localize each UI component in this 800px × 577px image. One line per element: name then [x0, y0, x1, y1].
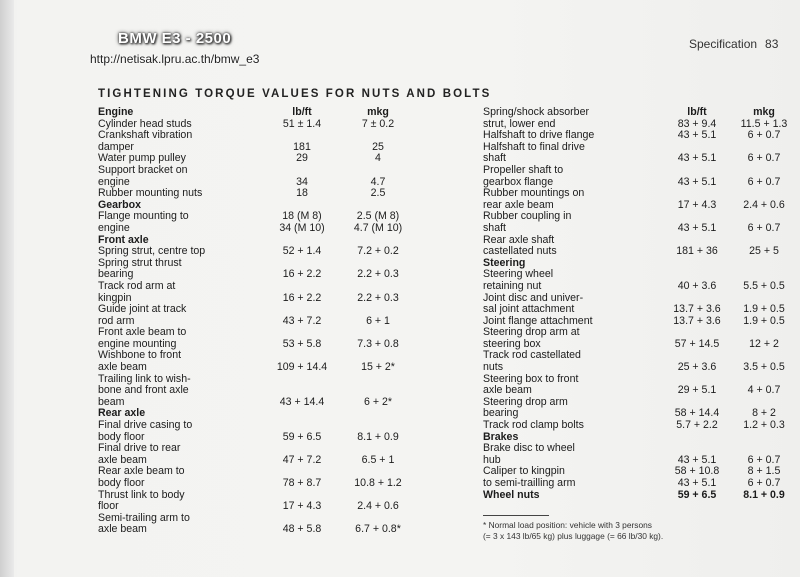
row-label: Final drive to rear	[98, 442, 181, 455]
row-label: Brake disc to wheel	[483, 442, 575, 455]
table-row	[483, 188, 791, 200]
row-label: Gearbox	[98, 198, 141, 211]
row-label: engine	[98, 221, 130, 234]
watermark-url: http://netisak.lpru.ac.th/bmw_e3	[90, 52, 260, 66]
row-label: Propeller shaft to	[483, 163, 564, 176]
row-label: Trailing link to wish-	[98, 372, 191, 385]
value-lbft: 43 + 7.2	[282, 314, 322, 327]
table-row	[98, 420, 420, 432]
row-label: Track rod arm at	[98, 279, 176, 292]
row-label: rear axle beam	[483, 198, 554, 211]
value-lbft: 43 + 14.4	[279, 395, 325, 408]
row-label: Water pump pulley	[98, 152, 186, 165]
value-mkg: 4.7	[370, 175, 386, 188]
value-lbft: 43 + 5.1	[677, 152, 717, 165]
row-label: Joint flange attachment	[483, 314, 593, 327]
value-mkg: 7 ± 0.2	[361, 117, 395, 130]
table-row	[483, 478, 791, 490]
value-mkg: 25	[372, 140, 384, 153]
row-label: axle beam	[98, 453, 147, 466]
value-lbft: 43 + 5.1	[677, 453, 717, 466]
row-label: body floor	[98, 477, 145, 489]
value-lbft: 43 + 5.1	[677, 175, 717, 188]
torque-table-left	[98, 107, 420, 536]
row-label: bearing	[98, 268, 134, 281]
row-label: Front axle	[98, 233, 149, 246]
page-header	[689, 37, 778, 51]
value-mkg: 6 + 1	[366, 314, 390, 327]
row-label: Spring/shock absorber	[483, 106, 589, 118]
row-label: hub	[483, 453, 501, 466]
value-mkg: 6 + 0.7	[747, 129, 781, 142]
table-row	[98, 397, 420, 409]
value-mkg: 5.5 + 0.5	[743, 279, 785, 292]
table-row	[98, 304, 420, 316]
value-lbft: 13.7 + 3.6	[673, 303, 721, 316]
value-mkg: 2.5 (M 8)	[356, 210, 400, 223]
row-label: Steering drop arm	[483, 395, 568, 408]
value-lbft: 52 + 1.4	[282, 245, 322, 258]
table-row	[483, 281, 791, 293]
value-mkg: 25 + 5	[749, 245, 779, 258]
table-row	[483, 107, 791, 119]
value-lbft: 29	[296, 152, 308, 165]
value-lbft: 18	[296, 187, 308, 200]
row-label: retaining nut	[483, 279, 542, 292]
row-label: axle beam	[98, 523, 147, 536]
row-label: Rear axle	[98, 407, 146, 420]
value-mkg: 12 + 2	[749, 337, 779, 350]
value-mkg: 2.2 + 0.3	[357, 291, 399, 304]
value-lbft: 16 + 2.2	[282, 291, 322, 304]
section-name: Specification	[689, 37, 758, 51]
value-mkg: 4	[375, 152, 381, 165]
value-mkg: 6 + 0.7	[747, 221, 781, 234]
page-number: 83	[765, 37, 779, 51]
row-label: Front axle beam to	[98, 326, 187, 339]
value-lbft: 57 + 14.5	[674, 337, 720, 350]
row-label: Rubber mountings on	[483, 187, 585, 200]
footnote-divider	[483, 515, 549, 516]
value-mkg: 15 + 2*	[361, 361, 395, 374]
row-label: rod arm	[98, 314, 135, 327]
row-label: Crankshaft vibration	[98, 129, 193, 142]
table-row	[98, 362, 420, 374]
value-mkg: 11.5 + 1.3	[740, 117, 788, 130]
footnote-line-1: * Normal load position: vehicle with 3 persons	[483, 520, 652, 530]
row-label: engine	[98, 175, 130, 188]
table-row	[98, 246, 420, 258]
value-mkg: 2.4 + 0.6	[743, 198, 785, 211]
row-label: Thrust link to body	[98, 488, 185, 501]
table-row	[98, 188, 420, 200]
row-label: Cylinder head studs	[98, 117, 192, 130]
value-lbft: 29 + 5.1	[677, 384, 717, 397]
value-lbft: 43 + 5.1	[677, 221, 717, 234]
value-mkg: 2.4 + 0.6	[357, 500, 399, 513]
value-mkg: mkg	[753, 106, 775, 118]
value-lbft: 58 + 14.4	[674, 407, 720, 420]
value-mkg: 6 + 0.7	[747, 152, 781, 165]
table-row	[98, 165, 420, 177]
value-mkg: 8.1 + 0.9	[743, 488, 785, 501]
value-lbft: 181	[293, 140, 311, 153]
value-lbft: 13.7 + 3.6	[673, 314, 721, 327]
value-mkg: 8.1 + 0.9	[357, 430, 399, 443]
table-row	[483, 443, 791, 455]
row-label: nuts	[483, 361, 504, 374]
value-mkg: mkg	[367, 106, 389, 118]
value-lbft: 18 (M 8)	[282, 210, 322, 223]
value-lbft: lb/ft	[687, 106, 707, 118]
value-lbft: 48 + 5.8	[282, 523, 322, 536]
row-label: Halfshaft to drive flange	[483, 129, 595, 142]
value-lbft: 59 + 6.5	[282, 430, 322, 443]
row-label: bearing	[483, 407, 519, 420]
value-mkg: 1.9 + 0.5	[743, 303, 785, 316]
watermark-title: BMW E3 - 2500	[118, 30, 232, 47]
table-row	[98, 524, 420, 536]
table-row	[98, 223, 420, 235]
row-label: body floor	[98, 430, 145, 443]
table-row	[483, 246, 791, 258]
value-lbft: 16 + 2.2	[282, 268, 322, 281]
row-label: Spring strut thrust	[98, 256, 182, 269]
footnote	[483, 520, 663, 542]
table-row	[483, 304, 791, 316]
row-label: Joint disc and univer-	[483, 291, 584, 304]
table-row	[483, 165, 791, 177]
table-row	[98, 281, 420, 293]
row-label: shaft	[483, 221, 506, 234]
row-label: Steering wheel	[483, 268, 554, 281]
row-label: gearbox flange	[483, 175, 554, 188]
value-lbft: 17 + 4.3	[282, 500, 322, 513]
row-label: Rear axle shaft	[483, 233, 555, 246]
page-binding-edge	[0, 0, 14, 577]
row-label: damper	[98, 140, 134, 153]
torque-table-right	[483, 107, 791, 501]
table-row	[483, 420, 791, 432]
row-label: kingpin	[98, 291, 132, 304]
table-row	[483, 223, 791, 235]
row-label: Engine	[98, 106, 134, 118]
value-lbft: 58 + 10.8	[674, 465, 720, 478]
row-label: Rubber coupling in	[483, 210, 572, 223]
row-label: Rear axle beam to	[98, 465, 185, 478]
table-row	[98, 478, 420, 490]
table-section-header	[483, 490, 791, 502]
value-lbft: 5.7 + 2.2	[676, 419, 718, 432]
value-lbft: 59 + 6.5	[677, 488, 717, 501]
row-label: steering box	[483, 337, 541, 350]
row-label: engine mounting	[98, 337, 177, 350]
row-label: Steering	[483, 256, 526, 269]
value-mkg: 1.9 + 0.5	[743, 314, 785, 327]
value-lbft: 34 (M 10)	[279, 221, 325, 234]
row-label: Rubber mounting nuts	[98, 187, 203, 200]
value-mkg: 2.5	[370, 187, 386, 200]
value-mkg: 4.7 (M 10)	[353, 221, 403, 234]
row-label: Semi-trailing arm to	[98, 511, 190, 524]
value-mkg: 10.8 + 1.2	[354, 477, 402, 489]
value-lbft: 34	[296, 175, 308, 188]
row-label: floor	[98, 500, 119, 513]
table-row	[483, 142, 791, 154]
value-lbft: 47 + 7.2	[282, 453, 322, 466]
row-label: Track rod castellated	[483, 349, 581, 362]
row-label: Flange mounting to	[98, 210, 189, 223]
footnote-line-2: (= 3 x 143 lb/65 kg) plus luggage (= 66 lb/30 kg).	[483, 531, 664, 541]
value-mkg: 6 + 0.7	[747, 175, 781, 188]
row-label: Caliper to kingpin	[483, 465, 565, 478]
value-mkg: 6 + 0.7	[747, 477, 781, 489]
value-lbft: 40 + 3.6	[677, 279, 717, 292]
row-label: bone and front axle	[98, 384, 189, 397]
row-label: Brakes	[483, 430, 519, 443]
value-mkg: 7.3 + 0.8	[357, 337, 399, 350]
row-label: Steering box to front	[483, 372, 579, 385]
row-label: Track rod clamp bolts	[483, 419, 584, 432]
value-mkg: 4 + 0.7	[747, 384, 781, 397]
value-lbft: 78 + 8.7	[282, 477, 322, 489]
value-lbft: 25 + 3.6	[677, 361, 717, 374]
row-label: sal joint attachment	[483, 303, 575, 316]
table-row	[483, 362, 791, 374]
value-mkg: 7.2 + 0.2	[357, 245, 399, 258]
value-lbft: lb/ft	[292, 106, 312, 118]
row-label: Support bracket on	[98, 163, 188, 176]
value-lbft: 109 + 14.4	[276, 361, 328, 374]
value-mkg: 6 + 2*	[364, 395, 392, 408]
value-mkg: 3.5 + 0.5	[743, 361, 785, 374]
table-row	[483, 211, 791, 223]
table-row	[483, 397, 791, 409]
row-label: Final drive casing to	[98, 419, 193, 432]
row-label: beam	[98, 395, 125, 408]
value-mkg: 8 + 1.5	[747, 465, 781, 478]
row-label: Wheel nuts	[483, 488, 540, 501]
row-label: shaft	[483, 152, 506, 165]
value-mkg: 2.2 + 0.3	[357, 268, 399, 281]
row-label: axle beam	[483, 384, 532, 397]
value-mkg: 6 + 0.7	[747, 453, 781, 466]
row-label: Wishbone to front	[98, 349, 182, 362]
value-mkg: 6.5 + 1	[361, 453, 395, 466]
row-label: Spring strut, centre top	[98, 245, 206, 258]
row-label: axle beam	[98, 361, 147, 374]
row-label: Guide joint at track	[98, 303, 187, 316]
value-mkg: 1.2 + 0.3	[743, 419, 785, 432]
table-title: TIGHTENING TORQUE VALUES FOR NUTS AND BOLTS	[98, 88, 492, 100]
value-mkg: 8 + 2	[752, 407, 776, 420]
value-lbft: 53 + 5.8	[282, 337, 322, 350]
row-label: strut, lower end	[483, 117, 556, 130]
value-lbft: 17 + 4.3	[677, 198, 717, 211]
row-label: castellated nuts	[483, 245, 557, 258]
value-mkg: 6.7 + 0.8*	[355, 523, 401, 536]
row-label: to semi-trailling arm	[483, 477, 576, 489]
table-section-header	[98, 107, 420, 119]
value-lbft: 181 + 36	[676, 245, 718, 258]
row-label: Halfshaft to final drive	[483, 140, 585, 153]
value-lbft: 43 + 5.1	[677, 129, 717, 142]
value-lbft: 83 + 9.4	[677, 117, 717, 130]
row-label: Steering drop arm at	[483, 326, 580, 339]
value-lbft: 43 + 5.1	[677, 477, 717, 489]
value-lbft: 51 ± 1.4	[282, 117, 322, 130]
